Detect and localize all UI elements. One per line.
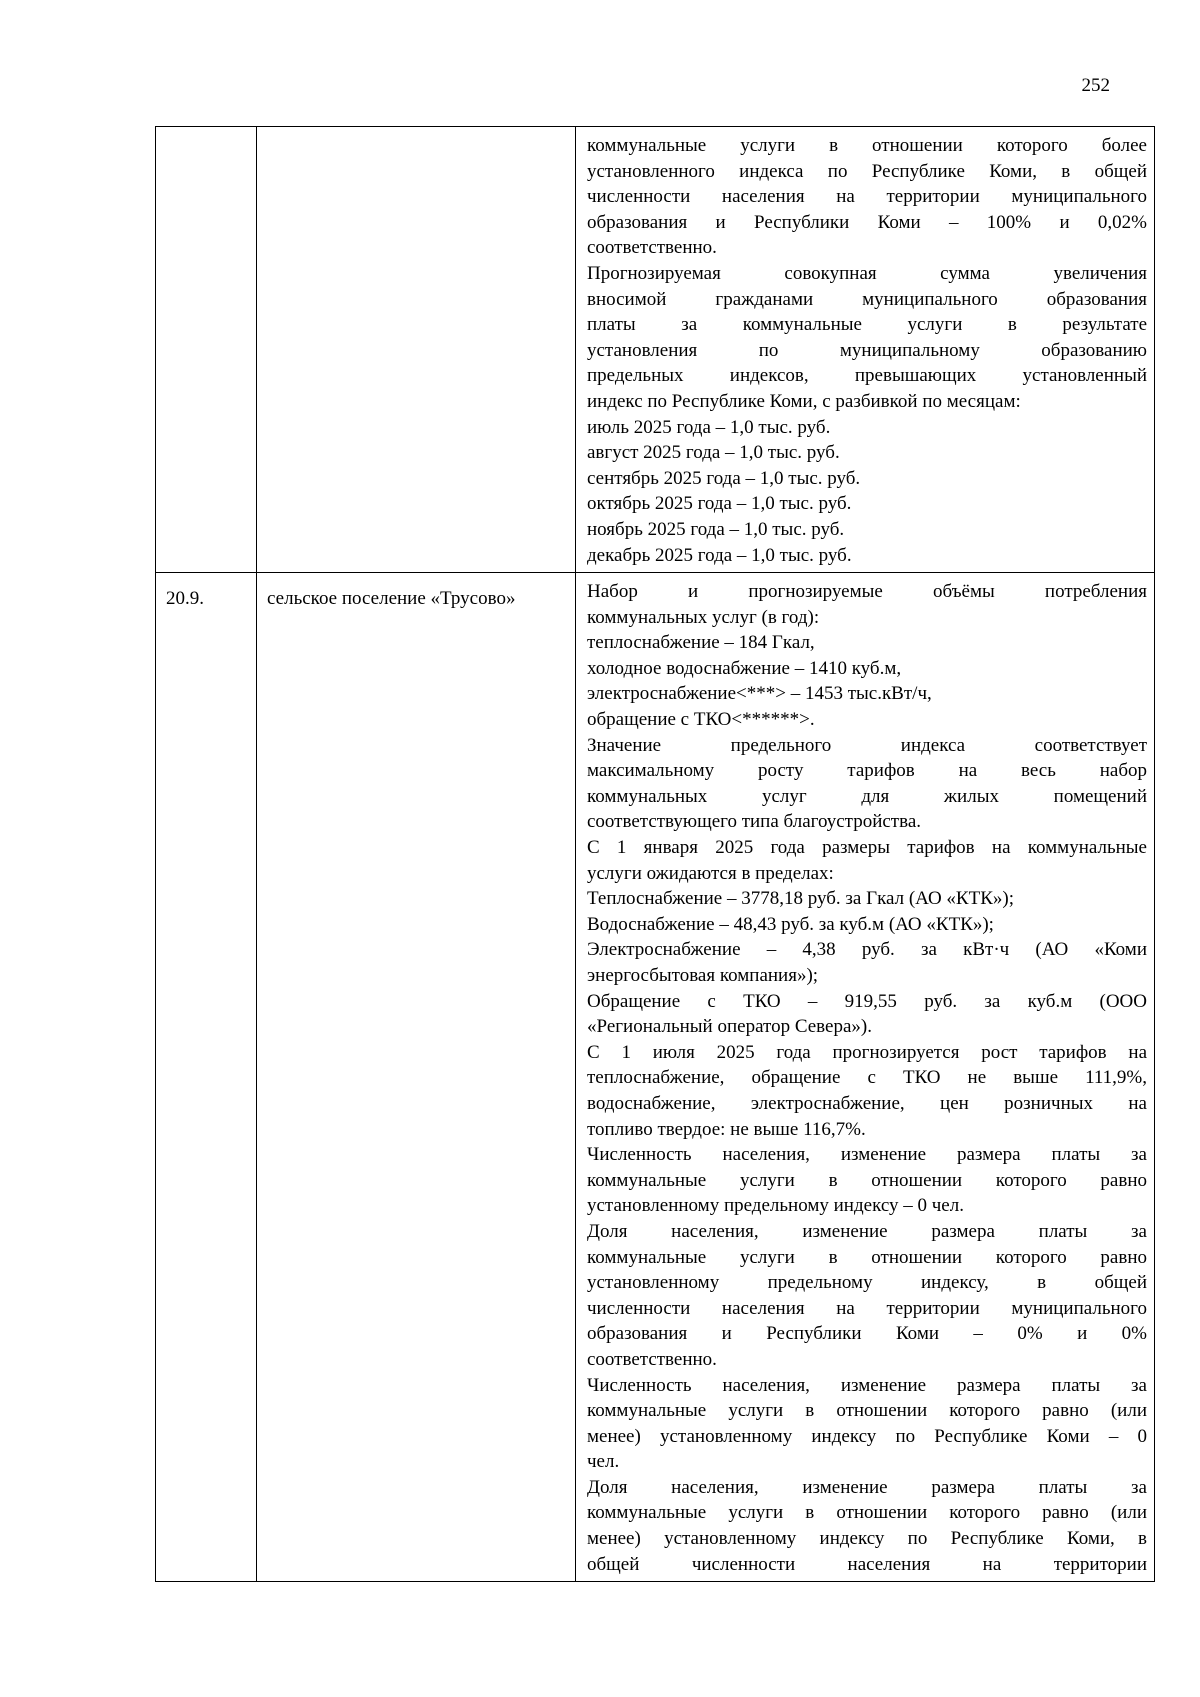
row-number-cell xyxy=(156,127,257,573)
description-cell xyxy=(576,127,1155,573)
text-line: соответствующего типа благоустройства. xyxy=(587,811,922,833)
text-line: установления по муниципальному образованию xyxy=(587,339,1147,361)
text-line: коммунальных услуг (в год): xyxy=(587,606,820,628)
text-line: менее) установленному индексу по Республике Коми, в xyxy=(587,1528,1147,1550)
text-line: октябрь 2025 года – 1,0 тыс. руб. xyxy=(587,493,852,515)
page-number: 252 xyxy=(1081,75,1110,96)
text-line: менее) установленному индексу по Республике Коми – 0 xyxy=(587,1425,1147,1447)
text-line: коммунальные услуги в отношении которого равно xyxy=(587,1246,1147,1268)
text-line: холодное водоснабжение – 1410 куб.м, xyxy=(587,657,902,679)
text-line: обращение с ТКО<******>. xyxy=(587,709,815,731)
text-line: чел. xyxy=(587,1451,620,1473)
text-line: Прогнозируемая совокупная сумма увеличения xyxy=(587,262,1147,284)
text-line: июль 2025 года – 1,0 тыс. руб. xyxy=(587,416,831,438)
description-cell xyxy=(576,573,1155,1582)
text-line: Значение предельного индекса соответствует xyxy=(587,734,1147,756)
text-line: Численность населения, изменение размера платы за xyxy=(587,1144,1147,1166)
text-line: численности населения на территории муниципального xyxy=(587,1297,1147,1319)
text-line: коммунальные услуги в отношении которого равно xyxy=(587,1169,1147,1191)
text-line: С 1 июля 2025 года прогнозируется рост тарифов на xyxy=(587,1041,1147,1063)
text-line: теплоснабжение – 184 Гкал, xyxy=(587,632,815,654)
table-row xyxy=(156,127,1155,573)
text-line: Теплоснабжение – 3778,18 руб. за Гкал (АО «КТК»); xyxy=(587,888,1014,910)
text-line: коммунальных услуг для жилых помещений xyxy=(587,785,1147,807)
text-line: Численность населения, изменение размера платы за xyxy=(587,1374,1147,1396)
text-line: платы за коммунальные услуги в результате xyxy=(587,314,1147,336)
text-line: установленного индекса по Республике Коми, в общей xyxy=(587,160,1147,182)
text-line: коммунальные услуги в отношении которого равно (или xyxy=(587,1502,1147,1524)
description-text xyxy=(587,133,1147,568)
text-line: сентябрь 2025 года – 1,0 тыс. руб. xyxy=(587,467,861,489)
text-line: коммунальные услуги в отношении которого равно (или xyxy=(587,1400,1147,1422)
document-table xyxy=(155,126,1155,1582)
text-line: Набор и прогнозируемые объёмы потребления xyxy=(587,581,1147,603)
table-row xyxy=(156,573,1155,1582)
municipality-name-cell xyxy=(257,127,576,573)
text-line: установленному предельному индексу, в общей xyxy=(587,1272,1147,1294)
text-line: Доля населения, изменение размера платы за xyxy=(587,1476,1147,1498)
text-line: индекс по Республике Коми, с разбивкой по месяцам: xyxy=(587,390,1021,412)
text-line: топливо твердое: не выше 116,7%. xyxy=(587,1118,866,1140)
municipality-name-cell: сельское поселение «Трусово» xyxy=(257,573,576,1582)
row-number-cell: 20.9. xyxy=(156,573,257,1582)
text-line: ноябрь 2025 года – 1,0 тыс. руб. xyxy=(587,518,845,540)
text-line: максимальному росту тарифов на весь набор xyxy=(587,760,1147,782)
text-line: декабрь 2025 года – 1,0 тыс. руб. xyxy=(587,544,852,566)
text-line: численности населения на территории муниципального xyxy=(587,186,1147,208)
text-line: общей численности населения на территории xyxy=(587,1553,1147,1575)
text-line: услуги ожидаются в пределах: xyxy=(587,862,834,884)
text-line: энергосбытовая компания»); xyxy=(587,965,819,986)
text-line: установленному предельному индексу – 0 чел. xyxy=(587,1195,964,1217)
description-text xyxy=(587,579,1147,1577)
text-line: август 2025 года – 1,0 тыс. руб. xyxy=(587,442,840,464)
text-line: теплоснабжение, обращение с ТКО не выше 111,9%, xyxy=(587,1067,1147,1089)
text-line: соответственно. xyxy=(587,1348,717,1370)
text-line: Обращение с ТКО – 919,55 руб. за куб.м (ООО xyxy=(587,990,1147,1012)
text-line: вносимой гражданами муниципального образования xyxy=(587,288,1147,310)
text-line: Водоснабжение – 48,43 руб. за куб.м (АО «КТК»); xyxy=(587,913,994,935)
text-line: Доля населения, изменение размера платы за xyxy=(587,1220,1147,1242)
text-line: образования и Республики Коми – 0% и 0% xyxy=(587,1323,1147,1345)
text-line: электроснабжение<***> – 1453 тыс.кВт/ч, xyxy=(587,683,932,705)
text-line: коммунальные услуги в отношении которого более xyxy=(587,135,1147,156)
text-line: образования и Республики Коми – 100% и 0,02% xyxy=(587,211,1147,233)
text-line: Электроснабжение – 4,38 руб. за кВт·ч (АО «Коми xyxy=(587,939,1147,961)
text-line: «Региональный оператор Севера»). xyxy=(587,1016,872,1038)
text-line: водоснабжение, электроснабжение, цен розничных на xyxy=(587,1092,1147,1114)
text-line: предельных индексов, превышающих установленный xyxy=(587,365,1147,387)
text-line: соответственно. xyxy=(587,237,717,259)
text-line: С 1 января 2025 года размеры тарифов на коммунальные xyxy=(587,837,1147,859)
